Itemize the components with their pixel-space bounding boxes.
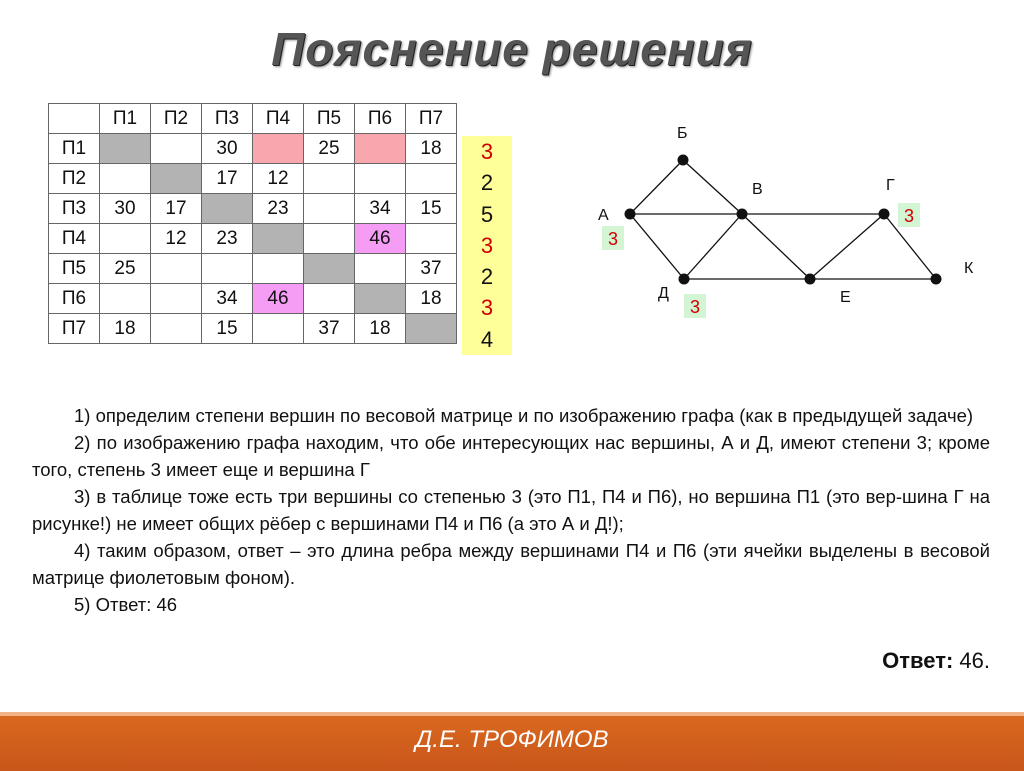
matrix-row [49, 314, 457, 344]
matrix-cell: 18 [100, 314, 151, 344]
matrix-cell [355, 134, 406, 164]
graph-edge [630, 214, 684, 279]
matrix-cell: 46 [355, 224, 406, 254]
matrix-row [49, 224, 457, 254]
degree-value: 3 [480, 295, 494, 321]
matrix-cell [304, 194, 355, 224]
matrix-cell: 23 [202, 224, 253, 254]
matrix-cell: 15 [406, 194, 457, 224]
matrix-cell: 46 [253, 284, 304, 314]
matrix-cell [304, 164, 355, 194]
footer-bar [0, 712, 1024, 771]
matrix-cell [100, 224, 151, 254]
matrix-cell [100, 164, 151, 194]
graph-node [737, 209, 748, 220]
weight-matrix [48, 103, 457, 344]
matrix-cell [151, 164, 202, 194]
matrix-cell: 15 [202, 314, 253, 344]
matrix-row [49, 134, 457, 164]
matrix-row-header: П4 [49, 224, 100, 254]
matrix-cell [355, 254, 406, 284]
graph-node-label: А [598, 207, 609, 224]
matrix-cell: 23 [253, 194, 304, 224]
matrix-cell: 18 [406, 284, 457, 314]
degree-column [462, 136, 512, 355]
degree-value: 2 [480, 264, 494, 290]
matrix-col-header: П4 [253, 104, 304, 134]
matrix-cell: 30 [202, 134, 253, 164]
matrix-row-header: П7 [49, 314, 100, 344]
degree-value: 3 [480, 232, 494, 258]
explanation-text [32, 402, 990, 618]
degree-value: 4 [480, 326, 494, 352]
matrix-cell [355, 164, 406, 194]
graph-node [678, 155, 689, 166]
matrix-cell: 12 [151, 224, 202, 254]
graph-node [879, 209, 890, 220]
final-answer [882, 648, 990, 674]
matrix-cell [406, 224, 457, 254]
matrix-cell: 25 [100, 254, 151, 284]
matrix-cell [151, 254, 202, 284]
graph-edge [683, 160, 742, 214]
matrix-col-header: П2 [151, 104, 202, 134]
graph-node [625, 209, 636, 220]
graph-edge [684, 214, 742, 279]
degree-badge-value: 3 [903, 206, 915, 226]
graph-node [931, 274, 942, 285]
matrix-row-header: П2 [49, 164, 100, 194]
slide-title: Пояснение решения [271, 23, 753, 75]
matrix-cell: 37 [304, 314, 355, 344]
answer-value: 46. [953, 648, 990, 673]
matrix-cell [304, 224, 355, 254]
degree-badge-value: 3 [607, 229, 619, 249]
matrix-cell: 37 [406, 254, 457, 284]
matrix-row-header: П1 [49, 134, 100, 164]
matrix-col-header: П5 [304, 104, 355, 134]
graph-node-label: К [964, 260, 974, 277]
matrix-cell: 18 [406, 134, 457, 164]
matrix-cell [202, 194, 253, 224]
matrix-cell: 18 [355, 314, 406, 344]
explanation-step: 1) определим степени вершин по весовой матрице и по изображению графа (как в предыдущей задаче) [74, 405, 974, 426]
matrix-cell [253, 254, 304, 284]
matrix-row [49, 194, 457, 224]
matrix-cell [406, 314, 457, 344]
matrix-cell [304, 284, 355, 314]
matrix-cell [100, 134, 151, 164]
graph-node-label: Б [677, 125, 688, 142]
matrix-col-header: П1 [100, 104, 151, 134]
graph-edge [742, 214, 810, 279]
matrix-row-header: П3 [49, 194, 100, 224]
matrix-col-header: П3 [202, 104, 253, 134]
matrix-cell [253, 224, 304, 254]
answer-label: Ответ: [882, 648, 954, 673]
matrix-row [49, 254, 457, 284]
matrix-cell [355, 284, 406, 314]
matrix-cell [100, 284, 151, 314]
matrix-cell [406, 164, 457, 194]
explanation-step: 5) Ответ: 46 [74, 594, 178, 615]
matrix-cell [151, 284, 202, 314]
degree-value: 2 [480, 170, 494, 196]
matrix-cell [151, 134, 202, 164]
explanation-step: 2) по изображению графа находим, что обе интересующих нас вершины, А и Д, имеют степени 3; кроме того, степень 3 имеет еще и вершина Г [32, 432, 990, 480]
graph-node-label: Г [886, 177, 895, 194]
matrix-corner-cell [49, 104, 100, 134]
matrix-cell: 12 [253, 164, 304, 194]
matrix-cell: 17 [202, 164, 253, 194]
degree-value: 3 [480, 139, 494, 164]
matrix-cell [304, 254, 355, 284]
matrix-col-header: П6 [355, 104, 406, 134]
matrix-row [49, 164, 457, 194]
matrix-cell [253, 314, 304, 344]
matrix-cell: 34 [202, 284, 253, 314]
matrix-cell: 34 [355, 194, 406, 224]
author-name: Д.Е. ТРОФИМОВ [415, 726, 609, 753]
graph-edge [810, 214, 884, 279]
matrix-cell: 25 [304, 134, 355, 164]
degree-badge-value: 3 [689, 297, 701, 317]
graph-node [805, 274, 816, 285]
matrix-cell [253, 134, 304, 164]
matrix-cell [151, 314, 202, 344]
degree-value: 5 [480, 201, 494, 227]
graph-node-label: Е [840, 289, 851, 306]
graph-node-label: В [752, 181, 763, 198]
matrix-cell: 30 [100, 194, 151, 224]
matrix-cell: 17 [151, 194, 202, 224]
explanation-step: 4) таким образом, ответ – это длина ребра между вершинами П4 и П6 (эти ячейки выделены в весовой матрице фиолетовым фоном). [32, 540, 990, 588]
matrix-row-header: П6 [49, 284, 100, 314]
matrix-cell [202, 254, 253, 284]
matrix-row-header: П5 [49, 254, 100, 284]
graph-node-label: Д [658, 285, 669, 302]
matrix-col-header: П7 [406, 104, 457, 134]
graph-diagram [560, 110, 1000, 330]
graph-edge [630, 160, 683, 214]
graph-node [679, 274, 690, 285]
matrix-row [49, 284, 457, 314]
explanation-step: 3) в таблице тоже есть три вершины со степенью 3 (это П1, П4 и П6), но вершина П1 (это вер-шина Г на рисунке!) не имеет общих рёбер с вершинами П4 и П6 (а это А и Д!); [32, 486, 990, 534]
